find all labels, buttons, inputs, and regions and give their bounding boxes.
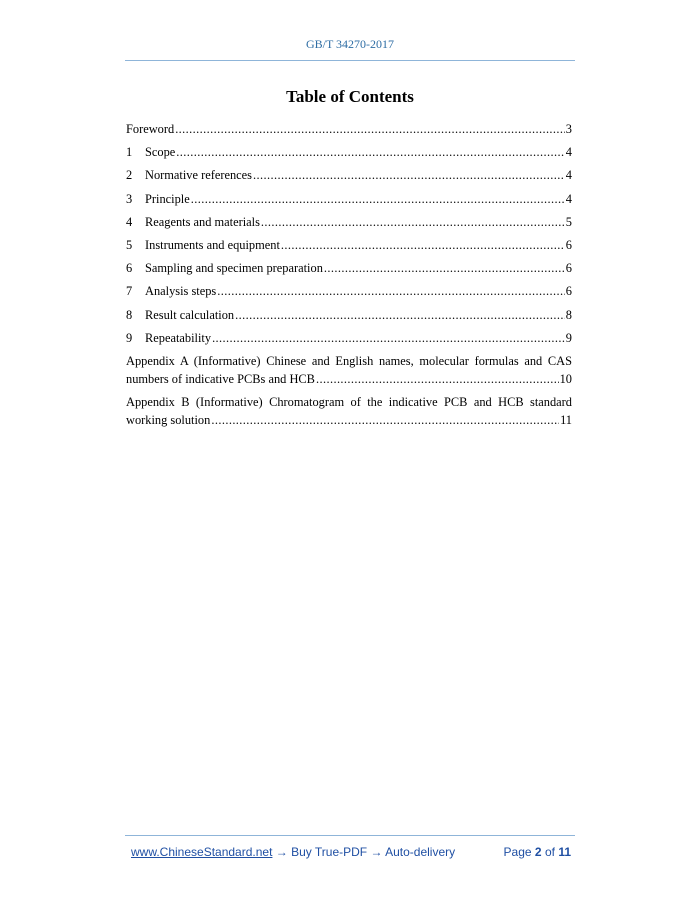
toc-entry-label: Result calculation	[145, 307, 235, 322]
toc-section-number: 9	[126, 330, 133, 345]
toc-leader	[217, 282, 565, 300]
toc-page-number: 6	[565, 261, 572, 276]
toc-page-number: 3	[565, 122, 572, 136]
footer-tagline: → Buy True-PDF → Auto-delivery	[272, 845, 456, 859]
toc-leader	[261, 213, 565, 231]
toc-entry-label: Reagents and materials	[145, 214, 260, 229]
toc-leader	[175, 120, 565, 138]
toc-leader	[281, 236, 565, 254]
toc-entry-label: Repeatability	[145, 330, 212, 345]
toc-entry-label: Sampling and specimen preparation	[145, 261, 323, 276]
toc-page-number: 11	[560, 412, 572, 427]
toc-entry-foreword[interactable]	[126, 120, 572, 143]
toc-entry-label: Principle	[145, 191, 190, 206]
toc-section-number: 7	[126, 284, 133, 299]
toc-page-number: 4	[565, 191, 572, 206]
toc-entry-result-calculation[interactable]	[126, 306, 572, 329]
toc-leader	[324, 259, 565, 277]
toc-leader	[191, 190, 565, 208]
toc-entry-label: Normative references	[145, 168, 252, 183]
toc-entry-instruments[interactable]	[126, 236, 572, 259]
page-footer	[131, 845, 571, 859]
toc-page-number: 5	[565, 214, 572, 229]
toc-entry-label-continued: numbers of indicative PCBs and HCB	[126, 371, 315, 386]
page-title: Table of Contents	[286, 87, 414, 106]
table-of-contents	[126, 120, 572, 434]
toc-entry-sampling[interactable]	[126, 259, 572, 282]
toc-entry-principle[interactable]	[126, 190, 572, 213]
toc-section-number: 5	[126, 237, 133, 252]
toc-entry-appendix-a[interactable]	[126, 352, 572, 388]
toc-section-number: 2	[126, 168, 133, 183]
toc-page-number: 10	[559, 371, 572, 386]
toc-section-number: 1	[126, 145, 133, 160]
toc-entry-label: Foreword	[126, 122, 175, 136]
toc-leader	[316, 370, 559, 388]
toc-page-number: 6	[565, 237, 572, 252]
toc-leader	[235, 306, 565, 324]
current-page: 2	[534, 845, 542, 859]
website-link[interactable]: www.ChineseStandard.net	[131, 845, 273, 859]
toc-entry-scope[interactable]	[126, 143, 572, 166]
toc-section-number: 3	[126, 191, 133, 206]
running-header: GB/T 34270-2017	[305, 37, 395, 51]
footer-promo	[131, 845, 455, 859]
total-pages: 11	[558, 845, 571, 859]
toc-entry-normative-references[interactable]	[126, 166, 572, 189]
toc-entry-label: Appendix A (Informative) Chinese and English names, molecular formulas and CAS	[126, 353, 572, 368]
toc-page-number: 6	[565, 284, 572, 299]
toc-leader	[211, 411, 559, 429]
toc-entry-label: Appendix B (Informative) Chromatogram of the indicative PCB and HCB standard	[126, 394, 572, 409]
page-indicator: Page 2 of 11	[503, 845, 571, 859]
toc-page-number: 9	[565, 330, 572, 345]
toc-page-number: 4	[565, 168, 572, 183]
toc-page-number: 4	[565, 145, 572, 160]
toc-entry-repeatability[interactable]	[126, 329, 572, 352]
toc-entry-reagents[interactable]	[126, 213, 572, 236]
toc-page-number: 8	[565, 307, 572, 322]
header-divider	[125, 60, 575, 61]
toc-leader	[212, 329, 565, 347]
toc-section-number: 8	[126, 307, 133, 322]
footer-divider	[125, 835, 575, 836]
toc-entry-appendix-b[interactable]	[126, 393, 572, 429]
toc-leader	[253, 166, 565, 184]
toc-entry-label: Scope	[145, 145, 176, 160]
toc-entry-label: Instruments and equipment	[145, 237, 280, 252]
toc-entry-label-continued: working solution	[126, 412, 211, 427]
toc-entry-label: Analysis steps	[145, 284, 217, 299]
toc-section-number: 6	[126, 261, 133, 276]
toc-leader	[176, 143, 565, 161]
toc-entry-analysis-steps[interactable]	[126, 282, 572, 305]
toc-section-number: 4	[126, 214, 133, 229]
